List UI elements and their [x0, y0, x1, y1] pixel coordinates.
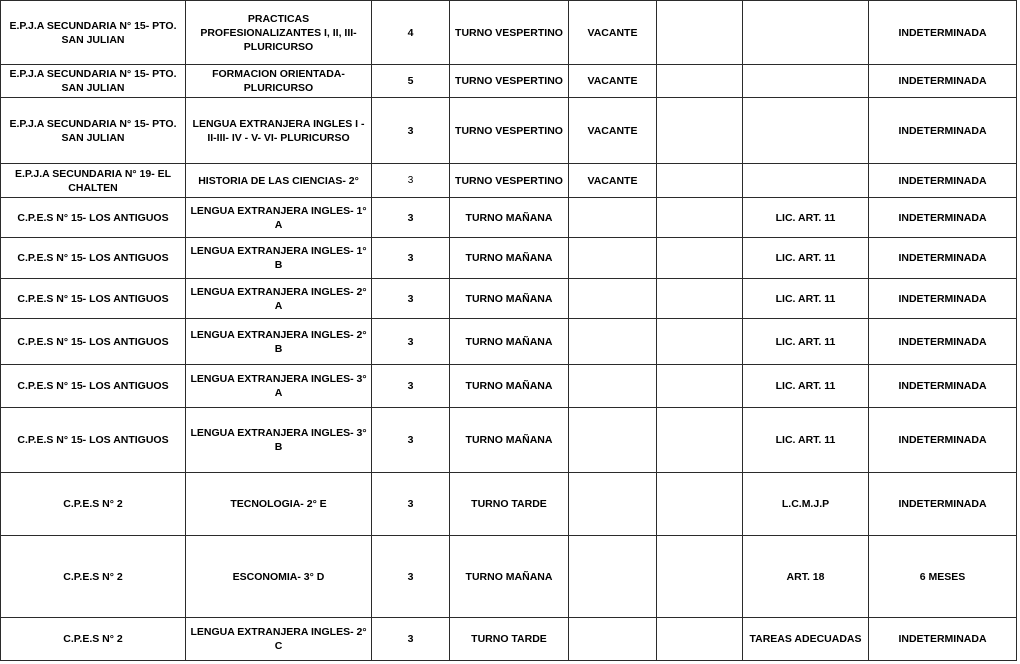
- hours-cell: 3: [372, 473, 450, 536]
- subject-cell: LENGUA EXTRANJERA INGLES- 3° A: [186, 365, 372, 408]
- teacher-cell: [657, 408, 743, 473]
- subject-cell: LENGUA EXTRANJERA INGLES- 2° C: [186, 618, 372, 661]
- teacher-cell: [657, 238, 743, 279]
- table-row: [1, 473, 1017, 536]
- shift-cell: TURNO MAÑANA: [450, 536, 569, 618]
- hours-cell: 5: [372, 65, 450, 98]
- shift-cell: TURNO TARDE: [450, 473, 569, 536]
- school-cell: C.P.E.S N° 2: [1, 618, 186, 661]
- duration-cell: INDETERMINADA: [869, 98, 1017, 164]
- table-row: [1, 536, 1017, 618]
- reason-cell: LIC. ART. 11: [743, 279, 869, 319]
- shift-cell: TURNO MAÑANA: [450, 408, 569, 473]
- school-cell: C.P.E.S N° 2: [1, 473, 186, 536]
- teacher-cell: [657, 65, 743, 98]
- table-row: [1, 365, 1017, 408]
- reason-cell: [743, 98, 869, 164]
- duration-cell: INDETERMINADA: [869, 279, 1017, 319]
- teacher-cell: [657, 198, 743, 238]
- teacher-cell: [657, 473, 743, 536]
- teacher-cell: [657, 365, 743, 408]
- school-cell: C.P.E.S N° 15- LOS ANTIGUOS: [1, 198, 186, 238]
- status-cell: [569, 319, 657, 365]
- duration-cell: INDETERMINADA: [869, 319, 1017, 365]
- hours-cell: 3: [372, 319, 450, 365]
- status-cell: VACANTE: [569, 1, 657, 65]
- status-cell: [569, 279, 657, 319]
- shift-cell: TURNO VESPERTINO: [450, 65, 569, 98]
- table-row: [1, 319, 1017, 365]
- teacher-cell: [657, 164, 743, 198]
- status-cell: [569, 536, 657, 618]
- teacher-cell: [657, 319, 743, 365]
- shift-cell: TURNO VESPERTINO: [450, 164, 569, 198]
- school-cell: E.P.J.A SECUNDARIA N° 19- EL CHALTEN: [1, 164, 186, 198]
- status-cell: VACANTE: [569, 65, 657, 98]
- reason-cell: L.C.M.J.P: [743, 473, 869, 536]
- hours-cell: 3: [372, 198, 450, 238]
- school-cell: C.P.E.S N° 15- LOS ANTIGUOS: [1, 238, 186, 279]
- hours-cell: 3: [372, 98, 450, 164]
- status-cell: [569, 618, 657, 661]
- reason-cell: [743, 164, 869, 198]
- hours-cell: 3: [372, 536, 450, 618]
- shift-cell: TURNO TARDE: [450, 618, 569, 661]
- status-cell: VACANTE: [569, 164, 657, 198]
- hours-cell: 4: [372, 1, 450, 65]
- status-cell: [569, 408, 657, 473]
- status-cell: [569, 473, 657, 536]
- hours-cell: 3: [372, 164, 450, 198]
- subject-cell: TECNOLOGIA- 2° E: [186, 473, 372, 536]
- reason-cell: [743, 1, 869, 65]
- subject-cell: PRACTICAS PROFESIONALIZANTES I, II, III- PLURICURSO: [186, 1, 372, 65]
- table-row: [1, 98, 1017, 164]
- subject-cell: LENGUA EXTRANJERA INGLES- 1° B: [186, 238, 372, 279]
- table-row: [1, 65, 1017, 98]
- status-cell: VACANTE: [569, 98, 657, 164]
- subject-cell: FORMACION ORIENTADA- PLURICURSO: [186, 65, 372, 98]
- reason-cell: ART. 18: [743, 536, 869, 618]
- table-row: [1, 164, 1017, 198]
- shift-cell: TURNO MAÑANA: [450, 279, 569, 319]
- table-row: [1, 279, 1017, 319]
- subject-cell: LENGUA EXTRANJERA INGLES- 2° B: [186, 319, 372, 365]
- subject-cell: LENGUA EXTRANJERA INGLES I - II-III- IV - V- VI- PLURICURSO: [186, 98, 372, 164]
- school-cell: C.P.E.S N° 2: [1, 536, 186, 618]
- table-row: [1, 238, 1017, 279]
- teacher-cell: [657, 1, 743, 65]
- subject-cell: LENGUA EXTRANJERA INGLES- 2° A: [186, 279, 372, 319]
- duration-cell: INDETERMINADA: [869, 1, 1017, 65]
- status-cell: [569, 238, 657, 279]
- teacher-cell: [657, 618, 743, 661]
- status-cell: [569, 365, 657, 408]
- reason-cell: LIC. ART. 11: [743, 238, 869, 279]
- duration-cell: INDETERMINADA: [869, 408, 1017, 473]
- duration-cell: INDETERMINADA: [869, 65, 1017, 98]
- subject-cell: HISTORIA DE LAS CIENCIAS- 2°: [186, 164, 372, 198]
- table-row: [1, 198, 1017, 238]
- school-cell: C.P.E.S N° 15- LOS ANTIGUOS: [1, 408, 186, 473]
- duration-cell: INDETERMINADA: [869, 618, 1017, 661]
- hours-cell: 3: [372, 365, 450, 408]
- shift-cell: TURNO MAÑANA: [450, 238, 569, 279]
- duration-cell: INDETERMINADA: [869, 238, 1017, 279]
- school-cell: E.P.J.A SECUNDARIA N° 15- PTO. SAN JULIAN: [1, 65, 186, 98]
- subject-cell: ESCONOMIA- 3° D: [186, 536, 372, 618]
- reason-cell: LIC. ART. 11: [743, 365, 869, 408]
- reason-cell: LIC. ART. 11: [743, 408, 869, 473]
- subject-cell: LENGUA EXTRANJERA INGLES- 3° B: [186, 408, 372, 473]
- reason-cell: LIC. ART. 11: [743, 198, 869, 238]
- school-cell: E.P.J.A SECUNDARIA N° 15- PTO. SAN JULIAN: [1, 98, 186, 164]
- duration-cell: INDETERMINADA: [869, 473, 1017, 536]
- teacher-cell: [657, 98, 743, 164]
- shift-cell: TURNO MAÑANA: [450, 319, 569, 365]
- reason-cell: [743, 65, 869, 98]
- hours-cell: 3: [372, 238, 450, 279]
- shift-cell: TURNO VESPERTINO: [450, 98, 569, 164]
- duration-cell: INDETERMINADA: [869, 164, 1017, 198]
- status-cell: [569, 198, 657, 238]
- reason-cell: LIC. ART. 11: [743, 319, 869, 365]
- hours-cell: 3: [372, 408, 450, 473]
- shift-cell: TURNO MAÑANA: [450, 365, 569, 408]
- hours-cell: 3: [372, 279, 450, 319]
- school-cell: E.P.J.A SECUNDARIA N° 15- PTO. SAN JULIAN: [1, 1, 186, 65]
- school-cell: C.P.E.S N° 15- LOS ANTIGUOS: [1, 319, 186, 365]
- subject-cell: LENGUA EXTRANJERA INGLES- 1° A: [186, 198, 372, 238]
- reason-cell: TAREAS ADECUADAS: [743, 618, 869, 661]
- duration-cell: INDETERMINADA: [869, 198, 1017, 238]
- duration-cell: INDETERMINADA: [869, 365, 1017, 408]
- table-row: [1, 408, 1017, 473]
- shift-cell: TURNO VESPERTINO: [450, 1, 569, 65]
- teacher-cell: [657, 279, 743, 319]
- school-cell: C.P.E.S N° 15- LOS ANTIGUOS: [1, 279, 186, 319]
- hours-cell: 3: [372, 618, 450, 661]
- table-row: [1, 618, 1017, 661]
- teacher-cell: [657, 536, 743, 618]
- duration-cell: 6 MESES: [869, 536, 1017, 618]
- table-row: [1, 1, 1017, 65]
- shift-cell: TURNO MAÑANA: [450, 198, 569, 238]
- school-cell: C.P.E.S N° 15- LOS ANTIGUOS: [1, 365, 186, 408]
